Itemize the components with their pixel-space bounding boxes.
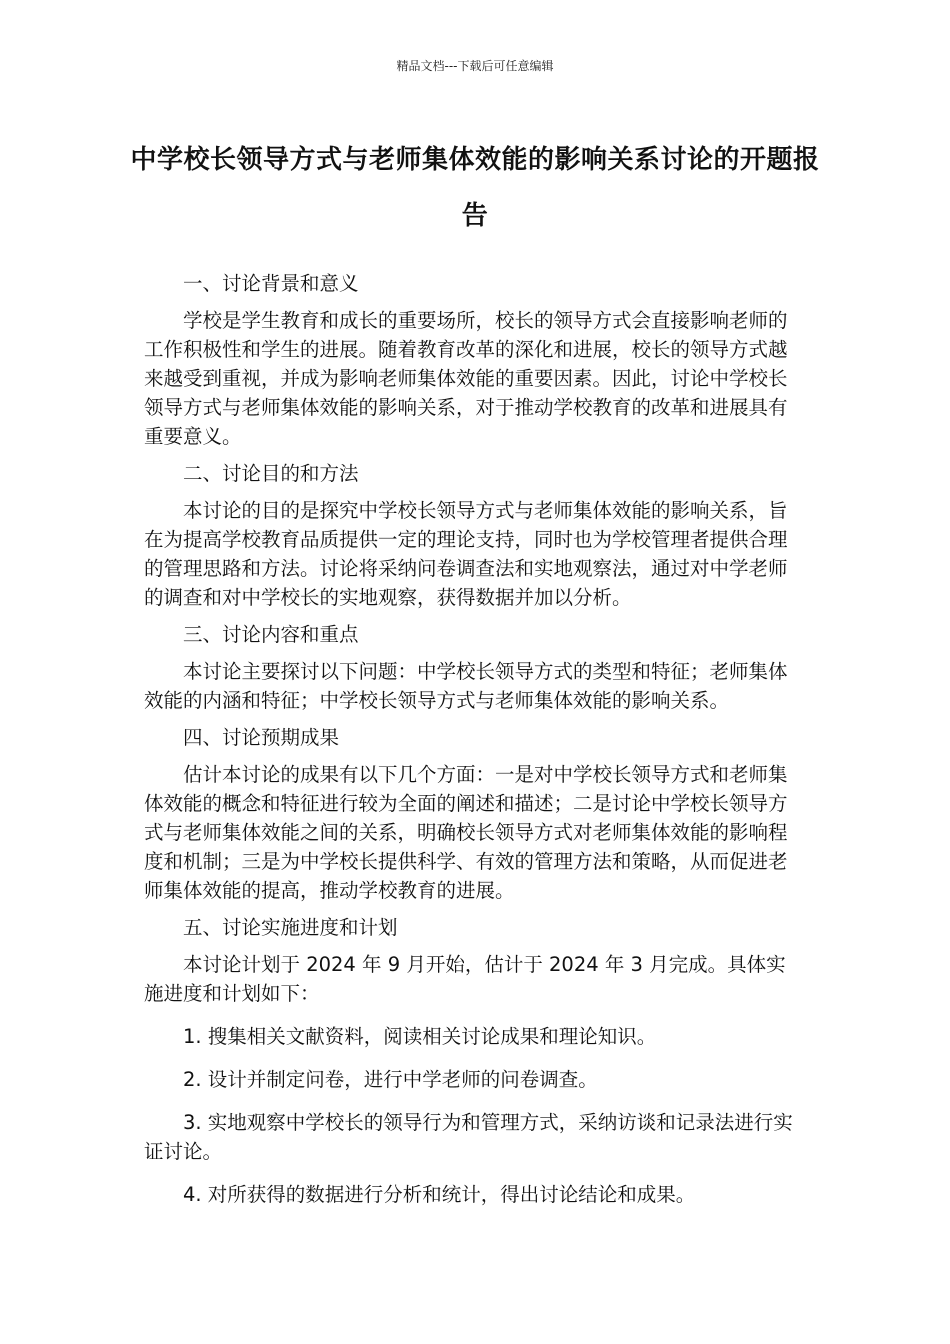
document-title: 中学校长领导方式与老师集体效能的影响关系讨论的开题报告 <box>130 145 820 231</box>
section-heading-outcomes: 四、讨论预期成果 <box>183 726 340 749</box>
header-note: 精品文档---下载后可任意编辑 <box>396 59 554 73</box>
section-heading-schedule: 五、讨论实施进度和计划 <box>183 916 398 939</box>
section-paragraph-content: 本讨论主要探讨以下问题：中学校长领导方式的类型和特征；老师集体效能的内涵和特征；中学校长领导方式与老师集体效能的影响关系。 <box>144 660 788 712</box>
list-item: 1. 搜集相关文献资料，阅读相关讨论成果和理论知识。 <box>183 1025 657 1048</box>
section-paragraph-purpose: 本讨论的目的是探究中学校长领导方式与老师集体效能的影响关系，旨在为提高学校教育品质提供一定的理论支持，同时也为学校管理者提供合理的管理思路和方法。讨论将采纳问卷调查法和实地观察法，通过对中学老师的调查和对中学校长的实地观察，获得数据并加以分析。 <box>144 499 788 609</box>
list-item: 4. 对所获得的数据进行分析和统计，得出讨论结论和成果。 <box>183 1183 696 1206</box>
list-item: 2. 设计并制定问卷，进行中学老师的问卷调查。 <box>183 1068 598 1091</box>
section-heading-content: 三、讨论内容和重点 <box>183 623 359 646</box>
section-heading-background: 一、讨论背景和意义 <box>183 272 359 295</box>
section-heading-purpose: 二、讨论目的和方法 <box>183 462 359 485</box>
section-paragraph-outcomes: 估计本讨论的成果有以下几个方面：一是对中学校长领导方式和老师集体效能的概念和特征进行较为全面的阐述和描述；二是讨论中学校长领导方式与老师集体效能之间的关系，明确校长领导方式对老师集体效能的影响程度和机制；三是为中学校长提供科学、有效的管理方法和策略，从而促进老师集体效能的提高，推动学校教育的进展。 <box>144 763 788 902</box>
section-paragraph-background: 学校是学生教育和成长的重要场所，校长的领导方式会直接影响老师的工作积极性和学生的进展。随着教育改革的深化和进展，校长的领导方式越来越受到重视，并成为影响老师集体效能的重要因素。因此，讨论中学校长领导方式与老师集体效能的影响关系，对于推动学校教育的改革和进展具有重要意义。 <box>144 309 788 448</box>
section-paragraph-schedule: 本讨论计划于 2024 年 9 月开始，估计于 2024 年 3 月完成。具体实施进度和计划如下： <box>144 953 786 1005</box>
document-body <box>144 269 798 1223</box>
list-item: 3. 实地观察中学校长的领导行为和管理方式，采纳访谈和记录法进行实证讨论。 <box>144 1111 793 1163</box>
